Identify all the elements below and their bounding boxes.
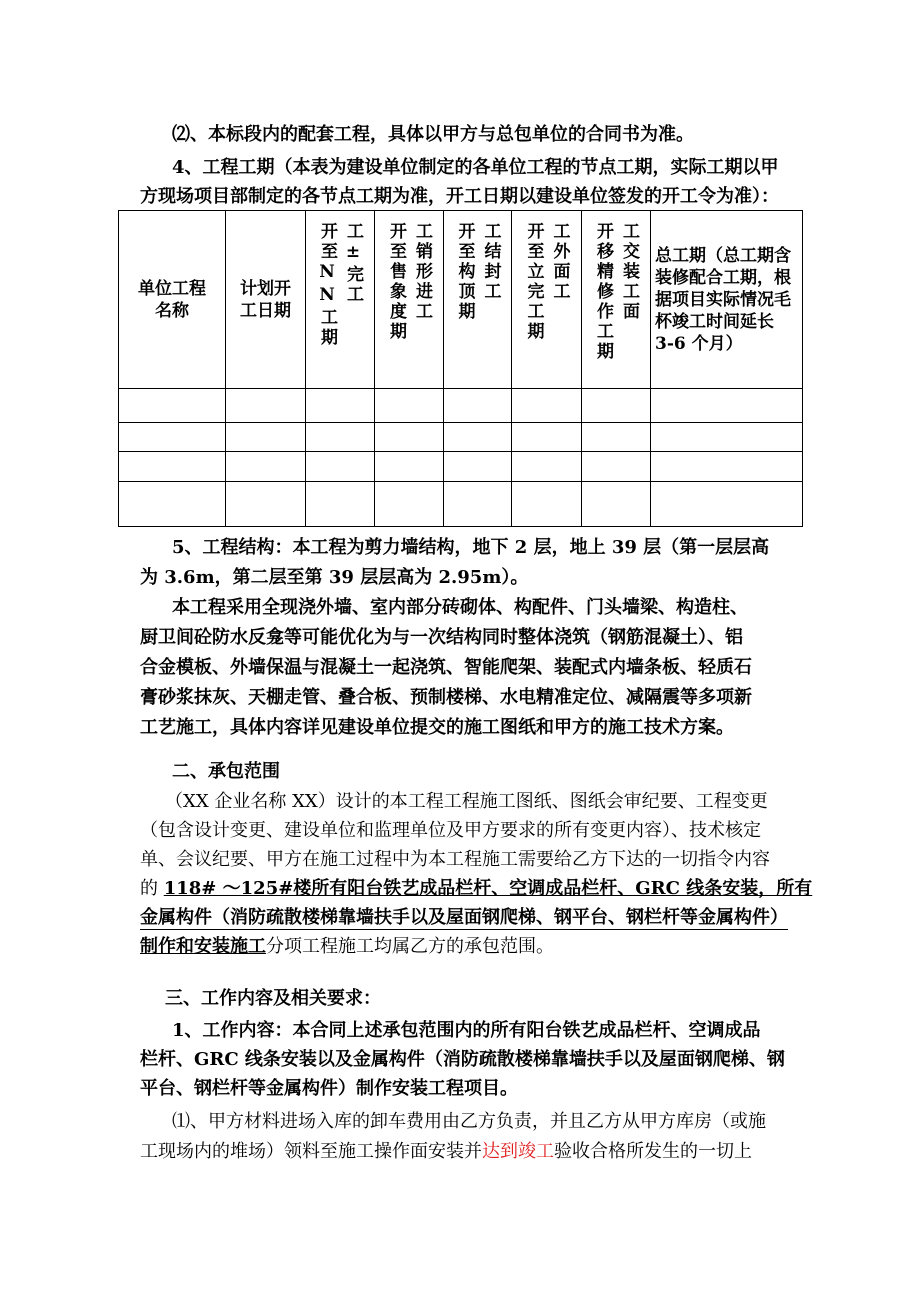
header-col7: 开移精修作工期 工交装工面 xyxy=(582,211,651,389)
para-work-line2: 栏杆、GRC 线条安装以及金属构件（消防疏散楼梯靠墙扶手以及屋面钢爬梯、钢 xyxy=(140,1049,785,1070)
para-tech-line4: 膏砂浆抹灰、天棚走管、叠合板、预制楼梯、水电精准定位、减隔震等多项新 xyxy=(140,687,752,708)
para-scope-line5 xyxy=(140,907,788,930)
para-scope-line1: （XX 企业名称 XX）设计的本工程工程施工图纸、图纸会审纪要、工程变更 xyxy=(165,791,768,812)
header-total-duration: 总工期（总工期含装修配合工期，根据项目实际情况毛杯竣工时间延长 3-6 个月） xyxy=(651,211,803,389)
para-work-line1: 1、工作内容：本合同上述承包范围内的所有阳台铁艺成品栏杆、空调成品 xyxy=(172,1020,761,1041)
header-col4: 开至售象度期 工销形进工 xyxy=(375,211,444,389)
para-supporting-works: ⑵、本标段内的配套工程，具体以甲方与总包单位的合同书为准。 xyxy=(172,124,694,145)
para-tech-line5: 工艺施工，具体内容详见建设单位提交的施工图纸和甲方的施工技术方案。 xyxy=(140,717,734,738)
para-structure-line1: 5、工程结构：本工程为剪力墙结构，地下 2 层，地上 39 层（第一层层高 xyxy=(172,537,770,558)
scope-underlined-3: 制作和安装施工 xyxy=(140,936,266,957)
table-row xyxy=(119,482,803,527)
table-header-row xyxy=(119,211,803,389)
header-planned-start: 计划开工日期 xyxy=(226,211,306,389)
para-schedule-line1: 4、工程工期（本表为建设单位制定的各单位工程的节点工期，实际工期以甲 xyxy=(172,157,779,178)
para-work-line3: 平台、钢栏杆等金属构件）制作安装工程项目。 xyxy=(140,1078,518,1099)
para-tech-line2: 厨卫间砼防水反龛等可能优化为与一次结构同时整体浇筑（钢筋混凝土）、铝 xyxy=(140,627,743,648)
header-col6: 开至立完工期 工外面工 xyxy=(512,211,582,389)
section-heading-scope: 二、承包范围 xyxy=(172,761,280,782)
table-row xyxy=(119,389,803,423)
para-scope-line4: 的 118# ～125#楼所有阳台铁艺成品栏杆、空调成品栏杆、GRC 线条安装，所有 xyxy=(140,878,813,899)
para-material-line1: ⑴、甲方材料进场入库的卸车费用由乙方负责，并且乙方从甲方库房（或施 xyxy=(172,1111,766,1132)
section-heading-work: 三、工作内容及相关要求： xyxy=(165,988,381,1009)
para-tech-line3: 合金模板、外墙保温与混凝土一起浇筑、智能爬架、装配式内墙条板、轻质石 xyxy=(140,657,752,678)
schedule-table xyxy=(118,210,803,527)
scope-underlined-1: 118# ～125#楼所有阳台铁艺成品栏杆、空调成品栏杆、GRC 线条安装，所有 xyxy=(163,878,813,899)
highlight-completion: 达到竣工 xyxy=(482,1141,554,1162)
para-structure-line2: 为 3.6m，第二层至第 39 层层高为 2.95m）。 xyxy=(140,567,529,588)
para-schedule-line2: 方现场项目部制定的各节点工期为准，开工日期以建设单位签发的开工令为准）： xyxy=(140,186,779,207)
table-row xyxy=(119,452,803,482)
table-row xyxy=(119,423,803,452)
para-scope-line6: 制作和安装施工分项工程施工均属乙方的承包范围。 xyxy=(140,936,554,957)
scope-underlined-2: 金属构件（消防疏散楼梯靠墙扶手以及屋面钢爬梯、钢平台、钢栏杆等金属构件） xyxy=(140,907,788,928)
header-col3: 开至NN工期 工±完工 xyxy=(306,211,375,389)
para-tech-line1: 本工程采用全现浇外墙、室内部分砖砌体、构配件、门头墙梁、构造柱、 xyxy=(172,597,748,618)
header-col5: 开至构顶期 工结封工 xyxy=(444,211,512,389)
header-unit-name: 单位工程名称 xyxy=(119,211,226,389)
para-material-line2: 工现场内的堆场）领料至施工操作面安装并达到竣工验收合格所发生的一切上 xyxy=(140,1141,752,1162)
para-scope-line3: 单、会议纪要、甲方在施工过程中为本工程施工需要给乙方下达的一切指令内容 xyxy=(140,849,770,870)
para-scope-line2: （包含设计变更、建设单位和监理单位及甲方要求的所有变更内容）、技术核定 xyxy=(140,820,761,841)
